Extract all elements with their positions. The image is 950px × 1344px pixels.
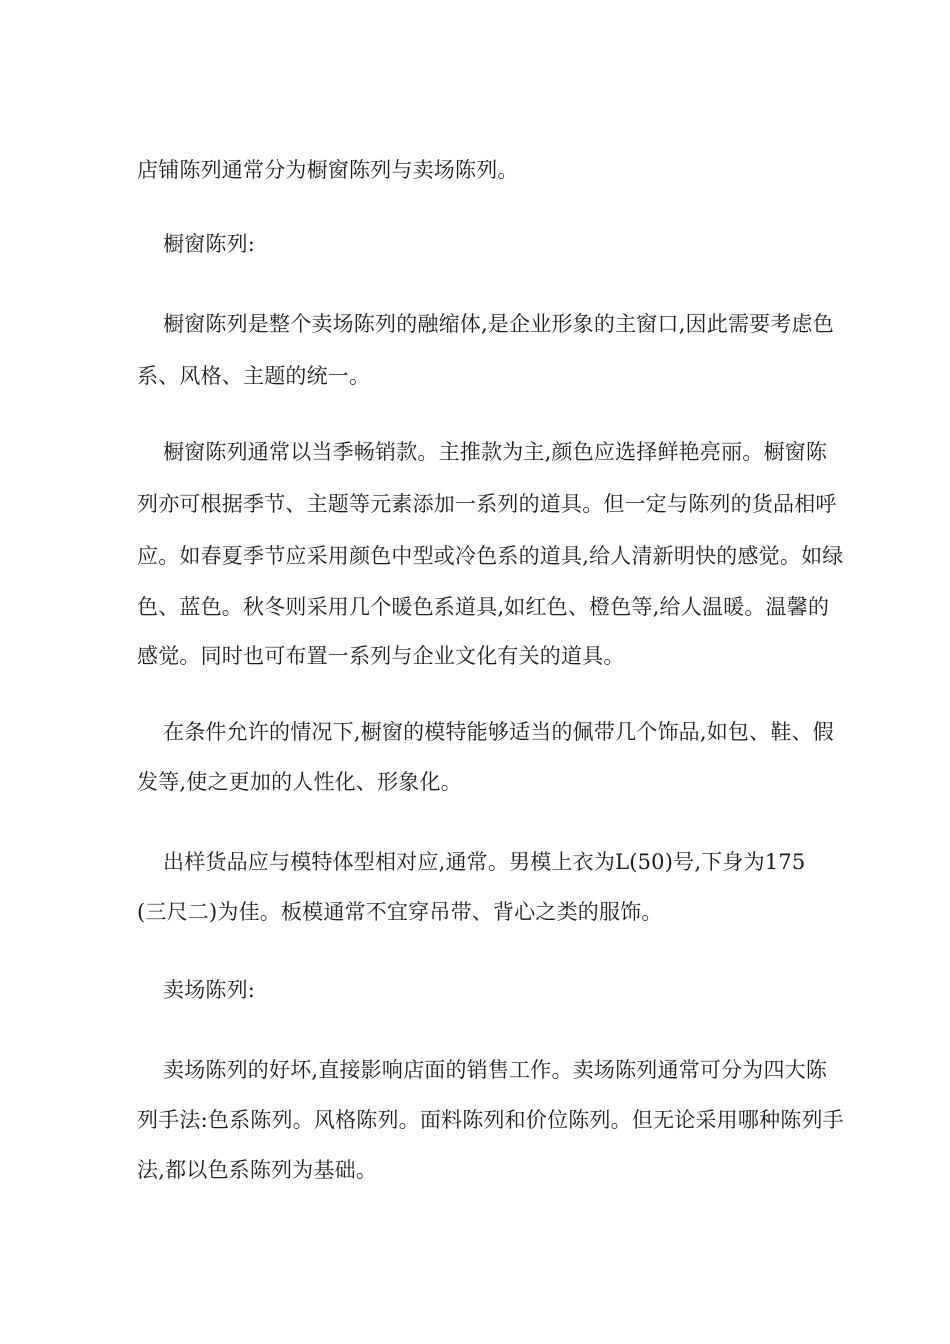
section-heading-window-display: 橱窗陈列: xyxy=(163,232,256,256)
paragraph-line: 出样货品应与模特体型相对应,通常。男模上衣为L(50)号,下身为175 xyxy=(163,850,806,874)
paragraph-line: 橱窗陈列通常以当季畅销款。主推款为主,颜色应选择鲜艳亮丽。橱窗陈 xyxy=(163,440,828,464)
paragraph-line: 橱窗陈列是整个卖场陈列的融缩体,是企业形象的主窗口,因此需要考虑色 xyxy=(163,312,834,336)
paragraph-line: 系、风格、主题的统一。 xyxy=(137,364,371,388)
paragraph-line: 列亦可根据季节、主题等元素添加一系列的道具。但一定与陈列的货品相呼 xyxy=(137,492,837,516)
paragraph-line: 感觉。同时也可布置一系列与企业文化有关的道具。 xyxy=(137,644,625,668)
paragraph-line: 卖场陈列的好坏,直接影响店面的销售工作。卖场陈列通常可分为四大陈 xyxy=(163,1058,828,1082)
paragraph-line: 列手法:色系陈列。风格陈列。面料陈列和价位陈列。但无论采用哪种陈列手 xyxy=(137,1108,844,1132)
paragraph-line: 应。如春夏季节应采用颜色中型或冷色系的道具,给人清新明快的感觉。如绿 xyxy=(137,544,844,568)
paragraph-line: (三尺二)为佳。板模通常不宜穿吊带、背心之类的服饰。 xyxy=(137,900,663,924)
section-heading-sales-floor-display: 卖场陈列: xyxy=(163,978,256,1002)
paragraph-line: 在条件允许的情况下,橱窗的模特能够适当的佩带几个饰品,如包、鞋、假 xyxy=(163,720,834,744)
paragraph-line: 色、蓝色。秋冬则采用几个暖色系道具,如红色、橙色等,给人温暖。温馨的 xyxy=(137,595,830,619)
intro-paragraph: 店铺陈列通常分为橱窗陈列与卖场陈列。 xyxy=(137,158,519,182)
paragraph-line: 发等,使之更加的人性化、形象化。 xyxy=(137,770,462,794)
paragraph-line: 法,都以色系陈列为基础。 xyxy=(137,1158,378,1182)
